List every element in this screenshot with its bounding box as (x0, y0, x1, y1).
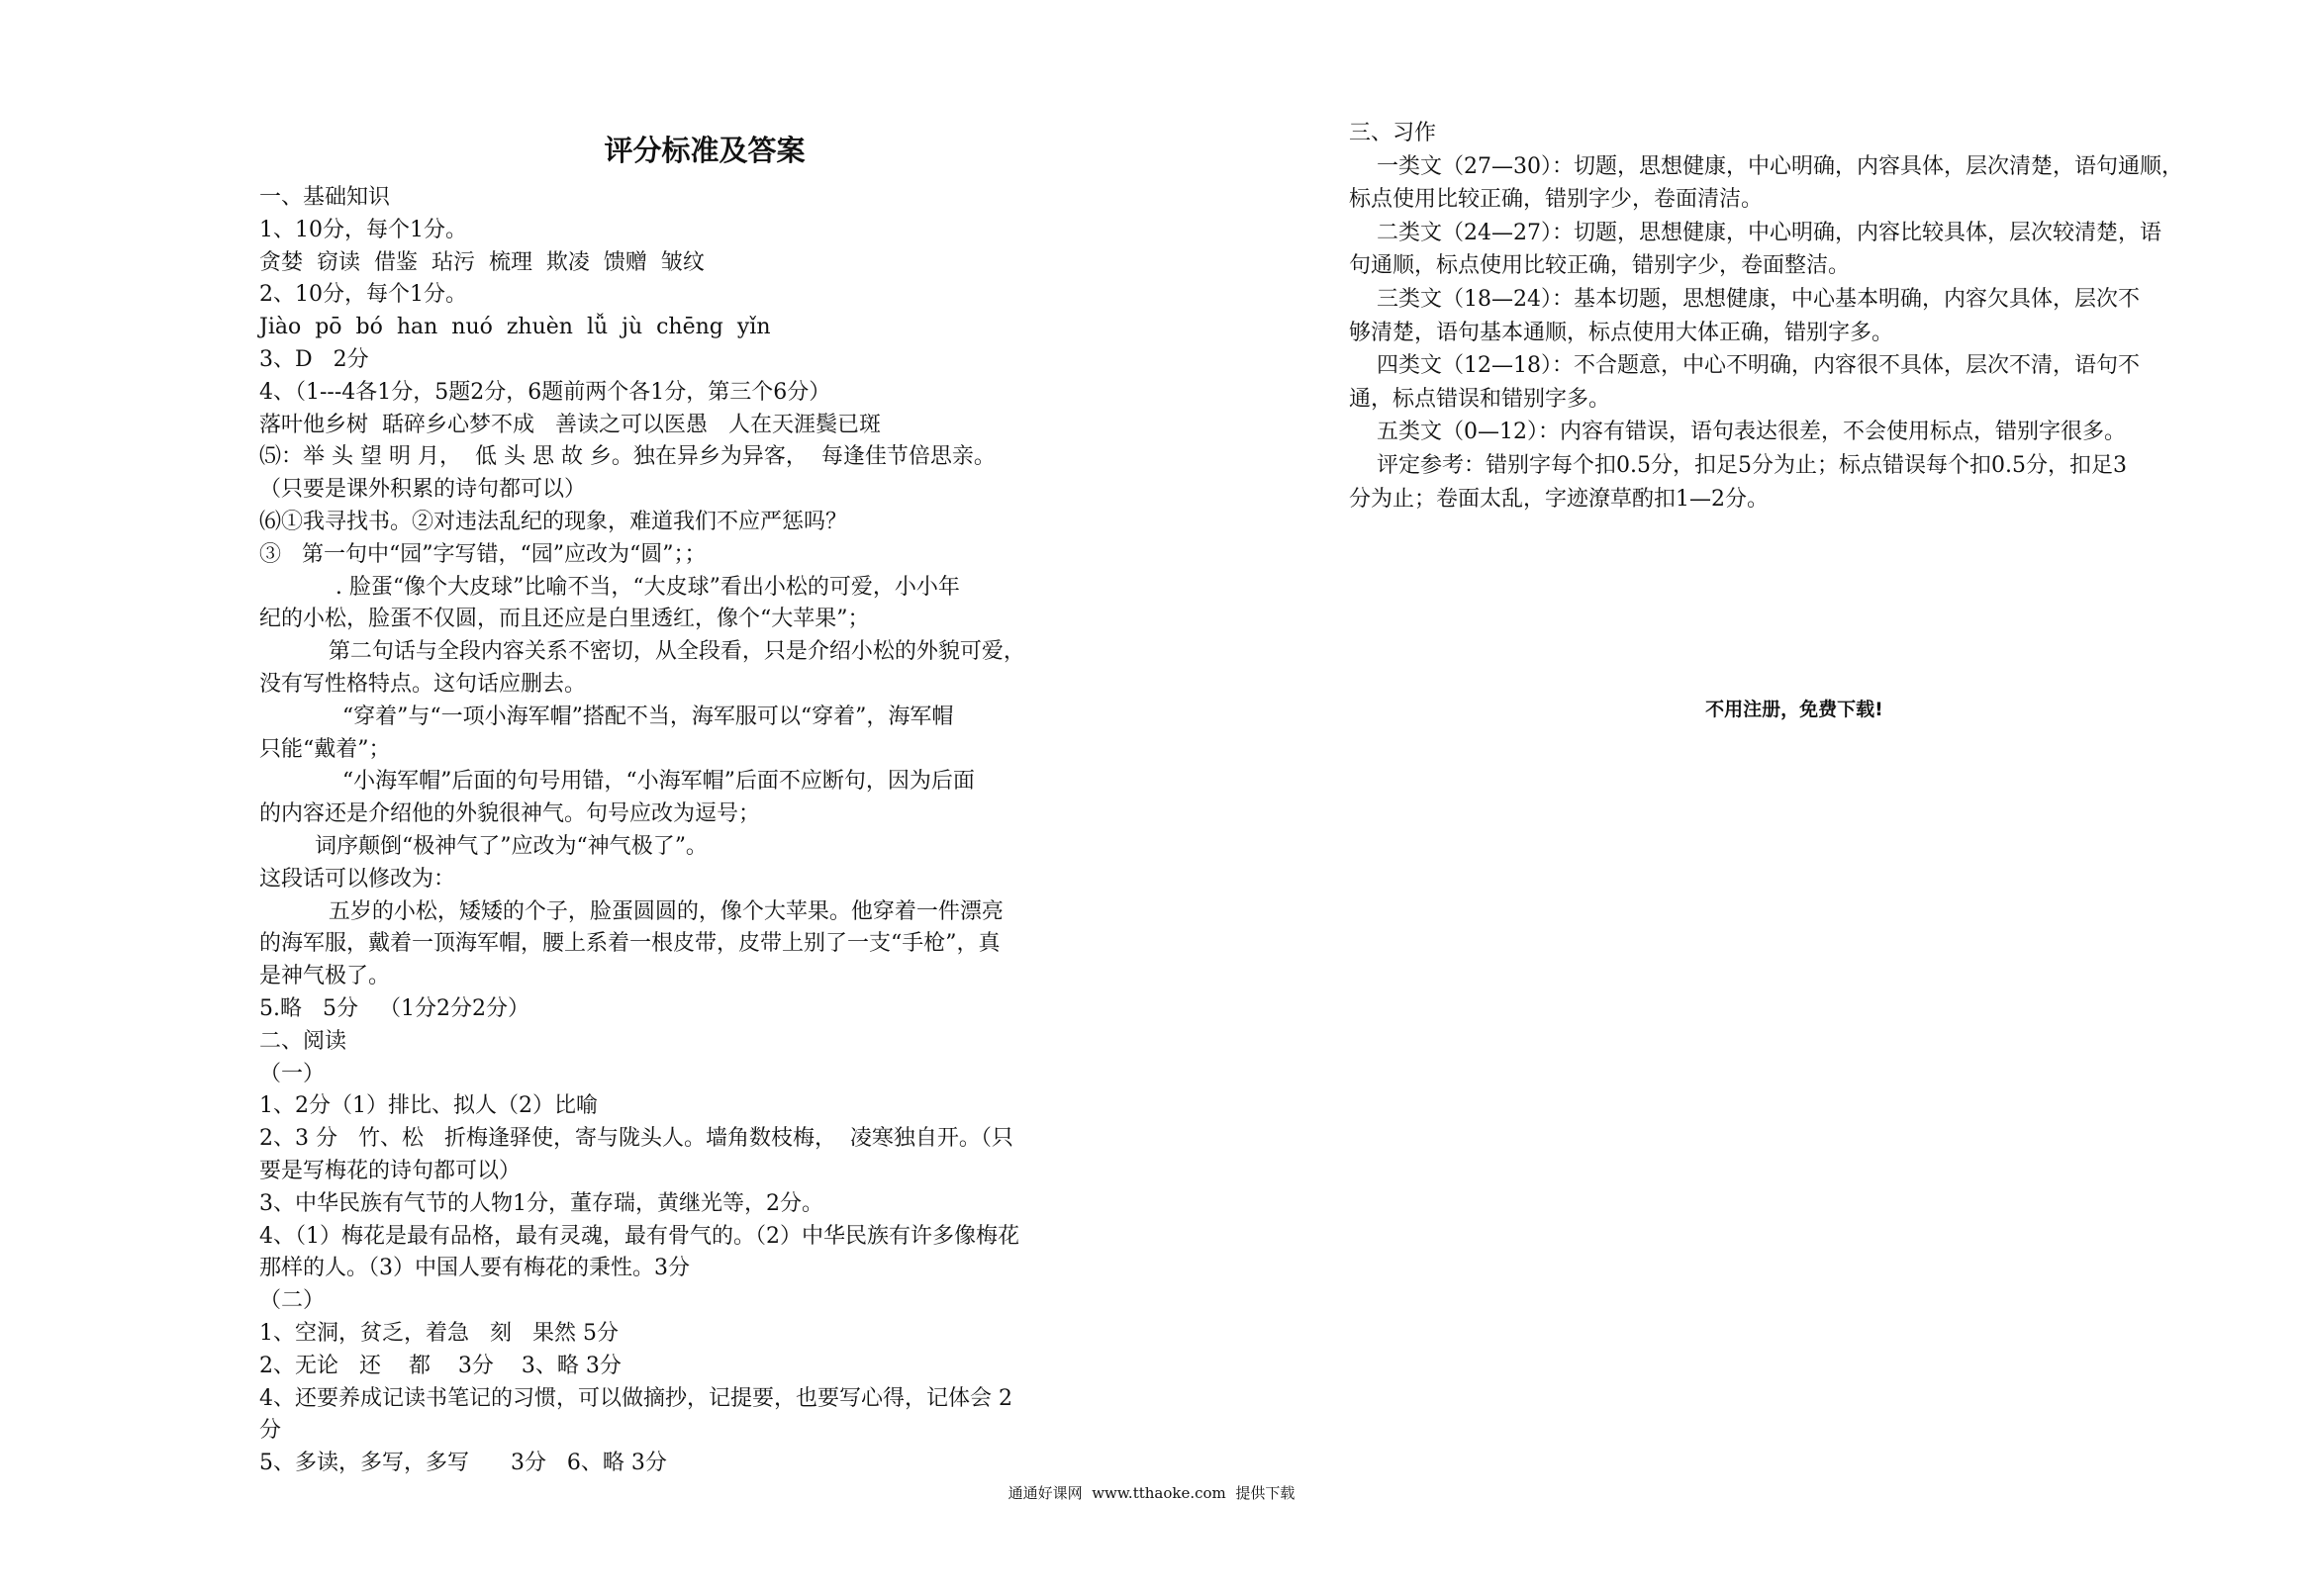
text-line: 2、无论 还 都 3分 3、略 3分 (259, 1353, 622, 1378)
text-line: 分 (259, 1418, 282, 1444)
text-line: 要是写梅花的诗句都可以） (259, 1159, 522, 1183)
text-line: 评定参考：错别字每个扣0.5分，扣足5分为止；标点错误每个扣0.5分，扣足3 (1349, 453, 2127, 478)
page-title: 评分标准及答案 (604, 134, 806, 167)
text-line: 第二句话与全段内容关系不密切，从全段看，只是介绍小松的外貌可爱， (259, 639, 1025, 665)
text-line: 1、2分（1）排比、拟人（2）比喻 (259, 1093, 598, 1119)
text-line: 分为止；卷面太乱，字迹潦草酌扣1—2分。 (1349, 486, 1769, 512)
promo-text: 不用注册，免费下载! (1705, 699, 1883, 720)
text-line: 的内容还是介绍他的外貌很神气。句号应改为逗号； (259, 801, 761, 827)
text-line: 通，标点错误和错别字多。 (1349, 386, 1611, 412)
text-line: 那样的人。（3）中国人要有梅花的秉性。3分 (259, 1256, 690, 1281)
text-line: . 脸蛋“像个大皮球”比喻不当，“大皮球”看出小松的可爱，小小年 (259, 574, 960, 600)
text-line: 4、（1---4各1分，5题2分，6题前两个各1分，第三个6分） (259, 379, 831, 405)
text-line: 落叶他乡树 聒碎乡心梦不成 善读之可以医愚 人在天涯鬓已斑 (259, 412, 881, 437)
text-line: ⑹①我寻找书。②对违法乱纪的现象，难道我们不应严惩吗？ (259, 510, 848, 534)
text-line: 二类文（24—27）：切题，思想健康，中心明确，内容比较具体，层次较清楚，语 (1349, 220, 2161, 245)
text-line: 词序颠倒“极神气了”应改为“神气极了”。 (259, 834, 708, 859)
text-line: “穿着”与“一项小海军帽”搭配不当，海军服可以“穿着”，海军帽 (259, 704, 954, 729)
text-line: （一） (259, 1061, 326, 1086)
text-line: 5.略 5分 （1分2分2分） (259, 996, 529, 1021)
text-line: 3、D 2分 (259, 347, 369, 372)
text-line: 五类文（0—12）：内容有错误，语句表达很差，不会使用标点，错别字很多。 (1349, 420, 2126, 445)
text-line: 1、空洞，贫乏，着急 刻 果然 5分 (259, 1321, 619, 1346)
text-line: 四类文（12—18）：不合题意，中心不明确，内容很不具体，层次不清，语句不 (1349, 353, 2140, 379)
text-line: ⑸：举 头 望 明 月， 低 头 思 故 乡。独在异乡为异客， 每逢佳节倍思亲。 (259, 444, 996, 470)
text-line: ③ 第一句中“园”字写错，“园”应改为“圆”；； (259, 541, 707, 567)
text-line: 只能“戴着”； (259, 736, 391, 762)
text-line: 一、基础知识 (259, 185, 391, 210)
text-line: 没有写性格特点。这句话应删去。 (259, 672, 587, 697)
text-line: “小海军帽”后面的句号用错，“小海军帽”后面不应断句，因为后面 (259, 769, 975, 795)
text-line: 纪的小松，脸蛋不仅圆，而且还应是白里透红，像个“大苹果”； (259, 607, 870, 632)
text-line: 1、10分，每个1分。 (259, 217, 467, 242)
text-line: 贪婪 窃读 借鉴 玷污 梳理 欺凌 馈赠 皱纹 (259, 249, 705, 275)
text-line: 二、阅读 (259, 1028, 347, 1054)
page-footer: 通通好课网 www.tthaoke.com 提供下载 (1008, 1484, 1295, 1502)
text-line: 三、习作 (1349, 121, 1437, 145)
text-line: 这段话可以修改为： (259, 866, 456, 892)
text-line: 2、3 分 竹、松 折梅逢驿使，寄与陇头人。墙角数枝梅， 凌寒独自开。（只 (259, 1126, 1013, 1152)
text-line: 4、（1）梅花是最有品格，最有灵魂，最有骨气的。（2）中华民族有许多像梅花 (259, 1223, 1019, 1249)
text-line: 句通顺，标点使用比较正确，错别字少，卷面整洁。 (1349, 253, 1851, 279)
text-line: 五岁的小松，矮矮的个子，脸蛋圆圆的，像个大苹果。他穿着一件漂亮 (259, 898, 1004, 924)
text-line: 标点使用比较正确，错别字少，卷面清洁。 (1349, 187, 1764, 213)
text-line: 5、多读，多写，多写 3分 6、略 3分 (259, 1451, 667, 1476)
text-line: （只要是课外积累的诗句都可以） (259, 477, 587, 503)
text-line: 2、10分，每个1分。 (259, 282, 467, 308)
text-line: 的海军服，戴着一顶海军帽，腰上系着一根皮带，皮带上别了一支“手枪”，真 (259, 931, 1001, 957)
text-line: 是神气极了。 (259, 964, 391, 989)
text-line: （二） (259, 1288, 326, 1314)
text-line: 够清楚，语句基本通顺，标点使用大体正确，错别字多。 (1349, 320, 1894, 345)
text-line: 一类文（27—30）：切题，思想健康，中心明确，内容具体，层次清楚，语句通顺， (1349, 153, 2183, 179)
text-line: 4、还要养成记读书笔记的习惯，可以做摘抄，记提要，也要写心得，记体会 2 (259, 1385, 1012, 1411)
text-line: Jiào pō bó han nuó zhuèn lǚ jù chēng yǐn (259, 315, 771, 340)
text-line: 3、中华民族有气节的人物1分，董存瑞，黄继光等，2分。 (259, 1190, 823, 1216)
text-line: 三类文（18—24）：基本切题，思想健康，中心基本明确，内容欠具体，层次不 (1349, 287, 2140, 312)
